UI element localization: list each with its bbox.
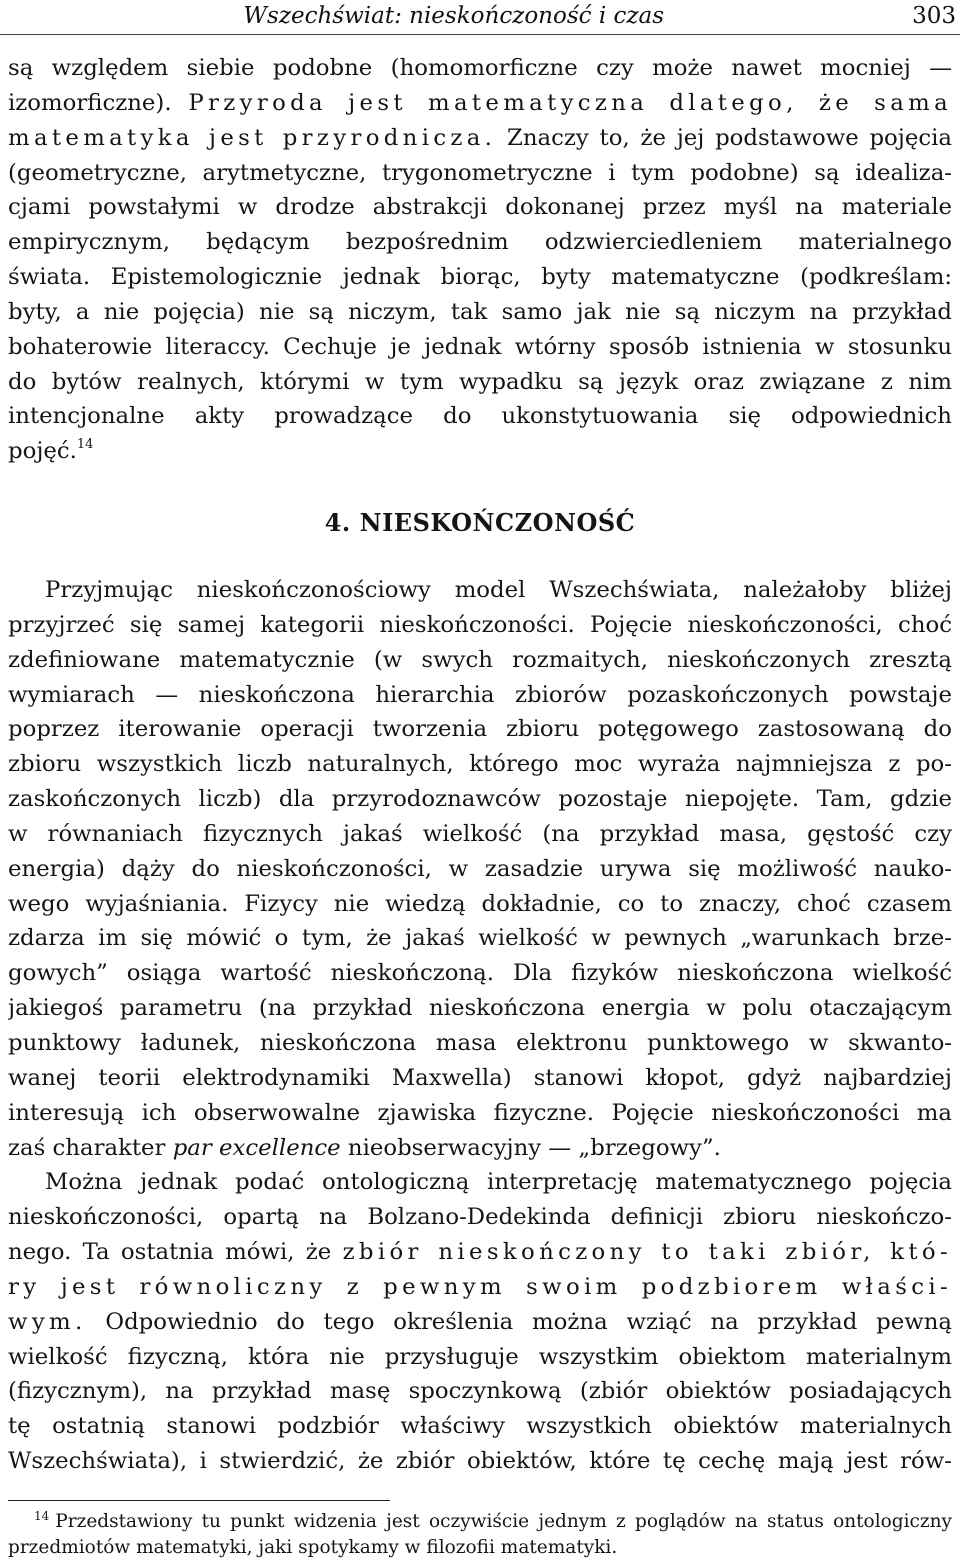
- text-line: energia) dąży do nieskończoności, w zasadzie urywa się możliwość nauko-: [8, 855, 952, 882]
- running-header: [0, 0, 960, 35]
- footnote-line: przedmiotów matematyki, jaki spotykamy w filozofii matematyki.: [8, 1537, 618, 1558]
- text-line: poprzez iterowanie operacji tworzenia zbioru potęgowego zastosowaną do: [8, 716, 952, 743]
- page-number: 303: [912, 3, 956, 29]
- text-line: Wszechświata), i stwierdzić, że zbiór obiektów, które tę cechę mają jest rów-: [8, 1448, 952, 1475]
- paragraph-1: [8, 51, 952, 469]
- text-line: zaskończonych liczb) dla przyrodoznawców pozostaje niepojęte. Tam, gdzie: [8, 786, 952, 813]
- text-line: świata. Epistemologicznie jednak biorąc, byty matematyczne (podkreślam:: [8, 264, 952, 291]
- text-line: zbioru wszystkich liczb naturalnych, którego moc wyraża najmniejsza z po-: [8, 751, 952, 778]
- text-line: w równaniach fizycznych jakaś wielkość (na przykład masa, gęstość czy: [8, 820, 952, 847]
- text-line: zaś charakter par excellence nieobserwacyjny — „brzegowy”.: [8, 1134, 721, 1161]
- spaced-emphasis-line: ry jest równoliczny z pewnym swoim podzbiorem właści-: [8, 1273, 952, 1300]
- running-title: Wszechświat: nieskończoność i czas: [243, 3, 664, 29]
- italic-phrase: par excellence: [172, 1134, 341, 1161]
- text-line: (geometryczne, arytmetyczne, trygonometryczne i tym podobne) są idealiza-: [8, 159, 952, 186]
- footnote-number: 14: [34, 1509, 50, 1523]
- text-line: tę ostatnią stanowi podzbiór właściwy wszystkich obiektów materialnych: [8, 1413, 952, 1440]
- text-line: Można jednak podać ontologiczną interpretację matematycznego pojęcia: [45, 1169, 952, 1196]
- text-line: pojęć.$^{14}$: [8, 437, 94, 465]
- text-line: nieskończoności, opartą na Bolzano-Dedekinda definicji zbioru nieskończo-: [8, 1204, 952, 1231]
- spaced-emphasis: Przyroda jest matematyczna dlatego, że sama: [188, 89, 952, 116]
- spaced-emphasis: zbiór nieskończony to taki zbiór, któ-: [342, 1239, 952, 1266]
- text-line: interesują ich obserwowalne zjawiska fizyczne. Pojęcie nieskończoności ma: [8, 1099, 952, 1126]
- text-line: Przyjmując nieskończonościowy model Wszechświata, należałoby bliżej: [45, 577, 952, 603]
- text-line: (fizycznym), na przykład masę spoczynkową (zbiór obiektów posiadających: [8, 1378, 952, 1405]
- footnote-separator: [8, 1500, 390, 1501]
- text-line: punktowy ładunek, nieskończona masa elektronu punktowego w skwanto-: [8, 1029, 952, 1056]
- text-line: nego. Ta ostatnia mówi, że zbiór nieskończony to taki zbiór, któ-: [8, 1239, 952, 1266]
- text-line: są względem siebie podobne (homomorficzne czy może nawet mocniej —: [8, 55, 952, 81]
- text-line: wielkość fizyczną, która nie przysługuje wszystkim obiektom materialnym: [8, 1343, 952, 1370]
- text-line: zdarza im się mówić o tym, że jakaś wielkość w pewnych „warunkach brze-: [8, 925, 952, 952]
- section-heading: 4. NIESKOŃCZONOŚĆ: [324, 508, 636, 537]
- text-line: intencjonalne akty prowadzące do ukonstytuowania się odpowiednich: [8, 403, 952, 430]
- text-line: wym. Odpowiednio do tego określenia można wziąć na przykład pewną: [8, 1308, 952, 1335]
- text-line: matematyka jest przyrodnicza. Znaczy to, że jej podstawowe pojęcia: [8, 124, 952, 151]
- text-line: wanej teorii elektrodynamiki Maxwella) stanowi kłopot, gdyż najbardziej: [8, 1064, 952, 1091]
- text-line: do bytów realnych, którymi w tym wypadku są język oraz związane z nim: [8, 368, 952, 395]
- text-line: bohaterowie literaccy. Cechuje je jednak wtórny sposób istnienia w stosunku: [8, 333, 952, 360]
- footnote-line: $^{14}$ Przedstawiony tu punkt widzenia jest oczywiście jednym z poglądów na status ontologiczny: [34, 1509, 952, 1532]
- text-line: wego wyjaśniania. Fizycy nie wiedzą dokładnie, co to znaczy, choć czasem: [8, 890, 952, 917]
- text-line: zdefiniowane matematycznie (w swych rozmaitych, nieskończonych zresztą: [8, 646, 952, 673]
- spaced-emphasis: matematyka jest przyrodnicza.: [8, 124, 497, 151]
- text-line: jakiegoś parametru (na przykład nieskończona energia w polu otaczającym: [8, 995, 952, 1022]
- text-line: empirycznym, będącym bezpośrednim odzwierciedleniem materialnego: [8, 229, 952, 256]
- text-line: wymiarach — nieskończona hierarchia zbiorów pozaskończonych powstaje: [8, 681, 952, 708]
- footnote-reference[interactable]: 14: [76, 437, 94, 453]
- text-line: izomorficzne). Przyroda jest matematyczna dlatego, że sama: [8, 89, 952, 116]
- spaced-emphasis: wym.: [8, 1308, 87, 1335]
- text-line: byty, a nie pojęcia) nie są niczym, tak samo jak nie są niczym na przykład: [8, 298, 952, 325]
- text-line: gowych” osiąga wartość nieskończoną. Dla fizyków nieskończona wielkość: [8, 960, 952, 987]
- text-line: cjami powstałymi w drodze abstrakcji dokonanej przez myśl na materiale: [8, 194, 952, 221]
- text-line: przyjrzeć się samej kategorii nieskończoności. Pojęcie nieskończoności, choć: [8, 611, 952, 638]
- footnote: [8, 1509, 952, 1561]
- paragraph-2-and-3: [8, 573, 952, 1479]
